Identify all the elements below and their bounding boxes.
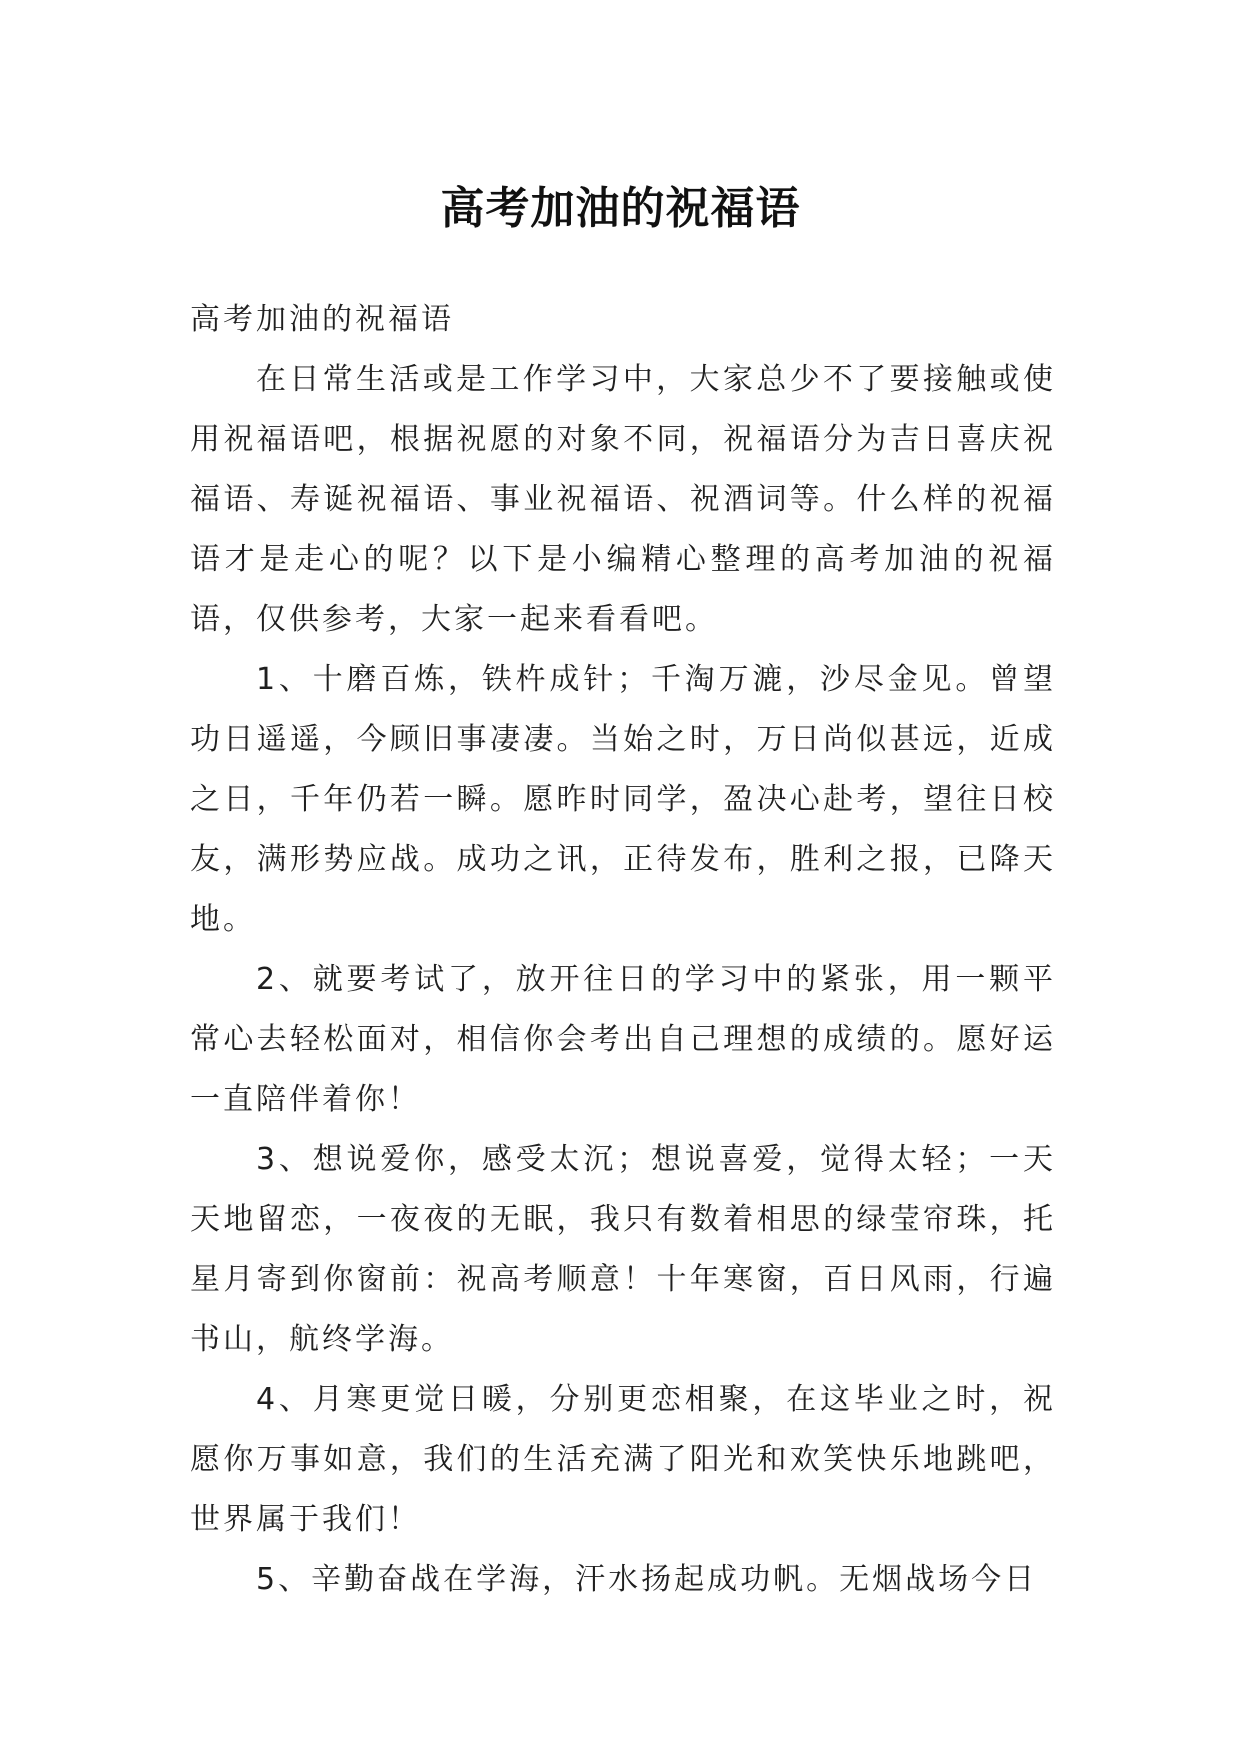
document-title: 高考加油的祝福语 [440, 183, 801, 235]
intro-paragraph: 在日常生活或是工作学习中，大家总少不了要接触或使用祝福语吧，根据祝愿的对象不同，祝福语分为吉日喜庆祝福语、寿诞祝福语、事业祝福语、祝酒词等。什么样的祝福语才是走心的呢？以下是小编精心整理的高考加油的祝福语，仅供参考，大家一起来看看吧。 [190, 362, 1056, 637]
document-body [190, 290, 1056, 1610]
blessing-paragraph-1: 1、十磨百炼，铁杵成针；千淘万漉，沙尽金见。曾望功日遥遥，今顾旧事凄凄。当始之时，万日尚似甚远，近成之日，千年仍若一瞬。愿昨时同学，盈决心赴考，望往日校友，满形势应战。成功之讯，正待发布，胜利之报，已降天地。 [190, 662, 1056, 937]
blessing-paragraph-3: 3、想说爱你，感受太沉；想说喜爱，觉得太轻；一天天地留恋，一夜夜的无眠，我只有数着相思的绿莹帘珠，托星月寄到你窗前：祝高考顺意！十年寒窗，百日风雨，行遍书山，航终学海。 [190, 1142, 1056, 1357]
blessing-paragraph-4: 4、月寒更觉日暖，分别更恋相聚，在这毕业之时，祝愿你万事如意，我们的生活充满了阳光和欢笑快乐地跳吧，世界属于我们！ [190, 1382, 1056, 1537]
blessing-paragraph-2: 2、就要考试了，放开往日的学习中的紧张，用一颗平常心去轻松面对，相信你会考出自己理想的成绩的。愿好运一直陪伴着你！ [190, 962, 1056, 1117]
section-heading: 高考加油的祝福语 [190, 302, 454, 337]
blessing-paragraph-5: 5、辛勤奋战在学海，汗水扬起成功帆。无烟战场今日 [256, 1562, 1038, 1597]
